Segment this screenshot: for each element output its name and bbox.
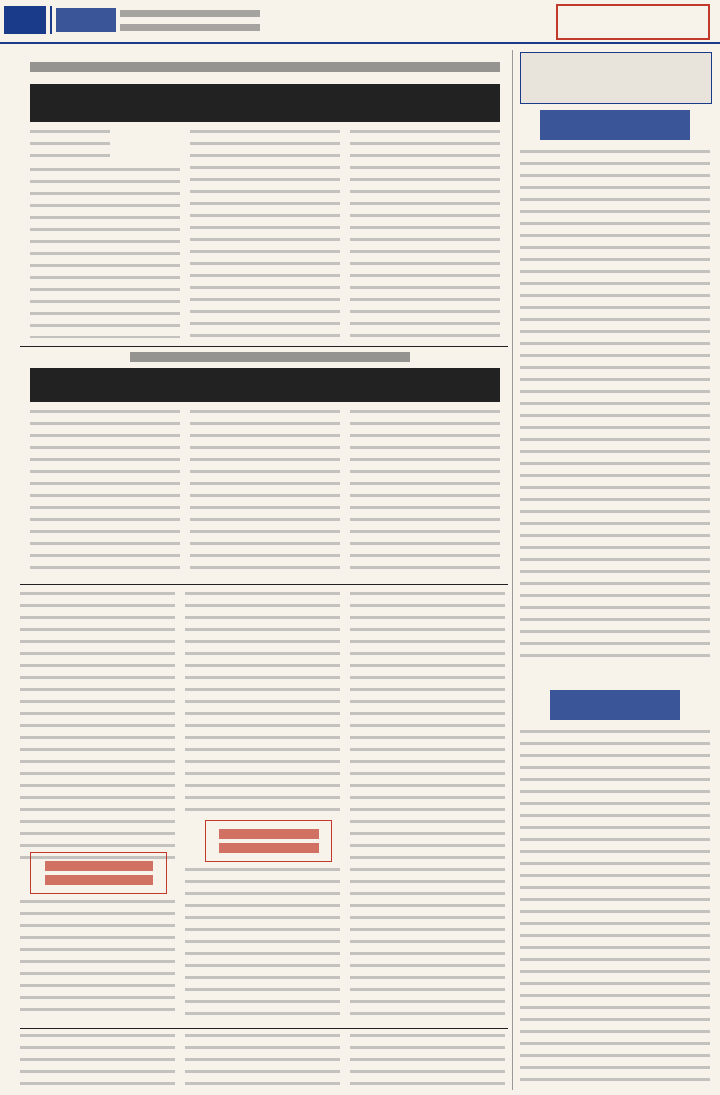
- second-kicker: [130, 352, 410, 362]
- second-column-1: [30, 410, 180, 570]
- bottom-column-1: [20, 1034, 175, 1090]
- masthead-logo: [556, 4, 710, 40]
- sidebar-divider: [512, 50, 513, 1090]
- lead-column-2: [190, 130, 340, 338]
- pull-quote-line-4: [219, 843, 319, 853]
- second-headline: [30, 368, 500, 402]
- section-name-mark: [56, 8, 116, 32]
- sidebar-banner: [520, 52, 712, 104]
- lead-headline: [30, 84, 500, 122]
- pull-quote-box-1: [30, 852, 167, 894]
- third-column-2-cont: [185, 868, 340, 1020]
- lead-kicker: [30, 62, 500, 72]
- page-header: [0, 0, 720, 44]
- third-column-1-cont: [20, 900, 175, 1020]
- sidebar-headline-1: [540, 110, 690, 140]
- section-rule-1: [20, 346, 508, 347]
- third-column-3: [350, 592, 505, 1022]
- sidebar-story-2: [520, 730, 710, 1085]
- pull-quote-line-2: [45, 875, 153, 885]
- bottom-column-3: [350, 1034, 505, 1090]
- pull-quote-line-1: [45, 861, 153, 871]
- third-column-1: [20, 592, 175, 862]
- header-editor-mark: [120, 24, 260, 31]
- header-divider: [50, 6, 52, 34]
- third-column-2: [185, 592, 340, 812]
- pull-quote-line-3: [219, 829, 319, 839]
- pull-quote-box-2: [205, 820, 332, 862]
- lead-column-1: [30, 168, 180, 338]
- section-rule-3: [20, 1028, 508, 1029]
- sidebar-story-1: [520, 150, 710, 660]
- page-number-mark: [4, 6, 46, 34]
- sidebar-headline-2: [550, 690, 680, 720]
- lead-column-3: [350, 130, 500, 338]
- second-column-2: [190, 410, 340, 570]
- lead-byline: [30, 130, 110, 160]
- section-rule-2: [20, 584, 508, 585]
- bottom-column-2: [185, 1034, 340, 1090]
- header-date-mark: [120, 10, 260, 17]
- second-column-3: [350, 410, 500, 570]
